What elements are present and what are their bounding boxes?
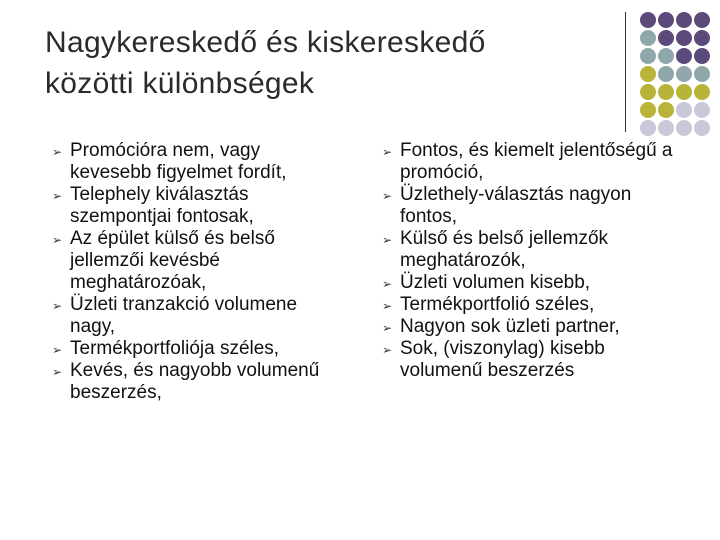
arrow-bullet-icon: ➢ xyxy=(382,277,393,291)
decorative-dot xyxy=(694,12,710,28)
decorative-dot xyxy=(658,120,674,136)
right-column-retailer xyxy=(382,140,682,382)
decorative-dot xyxy=(658,48,674,64)
list-item: ➢ Termékportfolió széles, xyxy=(382,294,595,315)
slide-title-line-1: Nagykereskedő és kiskereskedő xyxy=(45,26,486,59)
decorative-dot xyxy=(694,66,710,82)
decorative-dot xyxy=(694,30,710,46)
decorative-dot xyxy=(658,30,674,46)
decorative-dot xyxy=(694,48,710,64)
list-item: ➢ Az épület külső és belső jellemzői kevésbé meghatározóak, xyxy=(52,228,275,293)
right-bullet-list xyxy=(382,140,682,382)
slide-title xyxy=(45,22,615,104)
decorative-dot-grid xyxy=(640,12,710,136)
list-item: ➢ Külső és belső jellemzők meghatározók, xyxy=(382,228,609,271)
left-column-wholesaler xyxy=(52,140,342,404)
decorative-dot xyxy=(676,30,692,46)
arrow-bullet-icon: ➢ xyxy=(52,233,63,247)
list-item: ➢ Kevés, és nagyobb volumenű beszerzés, xyxy=(52,360,320,403)
decorative-dot xyxy=(658,12,674,28)
arrow-bullet-icon: ➢ xyxy=(382,189,393,203)
decorative-dot xyxy=(676,84,692,100)
list-item: ➢ Üzlethely-választás nagyon fontos, xyxy=(382,184,632,227)
decorative-dot xyxy=(640,12,656,28)
list-item: ➢ Üzleti tranzakció volumene nagy, xyxy=(52,294,298,337)
decorative-dot xyxy=(658,66,674,82)
list-item: ➢ Termékportfoliója széles, xyxy=(52,338,280,359)
decorative-dot xyxy=(676,66,692,82)
left-bullet-list xyxy=(52,140,342,404)
arrow-bullet-icon: ➢ xyxy=(382,145,393,159)
list-item: ➢ Üzleti volumen kisebb, xyxy=(382,272,591,293)
slide-title-line-2: közötti különbségek xyxy=(45,67,315,100)
arrow-bullet-icon: ➢ xyxy=(382,233,393,247)
decorative-dot xyxy=(640,30,656,46)
list-item: ➢ Fontos, és kiemelt jelentőségű a promóció, xyxy=(382,140,673,183)
decorative-divider-line xyxy=(625,12,626,132)
decorative-dot xyxy=(640,102,656,118)
decorative-dot xyxy=(658,84,674,100)
decorative-dot xyxy=(694,84,710,100)
decorative-dot xyxy=(676,48,692,64)
arrow-bullet-icon: ➢ xyxy=(52,343,63,357)
arrow-bullet-icon: ➢ xyxy=(52,365,63,379)
decorative-dot xyxy=(640,120,656,136)
decorative-dot xyxy=(676,12,692,28)
decorative-dot xyxy=(658,102,674,118)
arrow-bullet-icon: ➢ xyxy=(52,145,63,159)
decorative-dot xyxy=(640,84,656,100)
arrow-bullet-icon: ➢ xyxy=(52,189,63,203)
list-item: ➢ Nagyon sok üzleti partner, xyxy=(382,316,620,337)
list-item: ➢ Sok, (viszonylag) kisebb volumenű beszerzés xyxy=(382,338,605,381)
list-item: ➢ Telephely kiválasztás szempontjai fontosak, xyxy=(52,184,254,227)
decorative-dot xyxy=(694,102,710,118)
decorative-dot xyxy=(640,48,656,64)
decorative-dot xyxy=(694,120,710,136)
decorative-dot xyxy=(676,120,692,136)
arrow-bullet-icon: ➢ xyxy=(52,299,63,313)
decorative-dot xyxy=(676,102,692,118)
arrow-bullet-icon: ➢ xyxy=(382,321,393,335)
arrow-bullet-icon: ➢ xyxy=(382,299,393,313)
list-item: ➢ Promócióra nem, vagy kevesebb figyelmet fordít, xyxy=(52,140,287,183)
arrow-bullet-icon: ➢ xyxy=(382,343,393,357)
decorative-dot xyxy=(640,66,656,82)
